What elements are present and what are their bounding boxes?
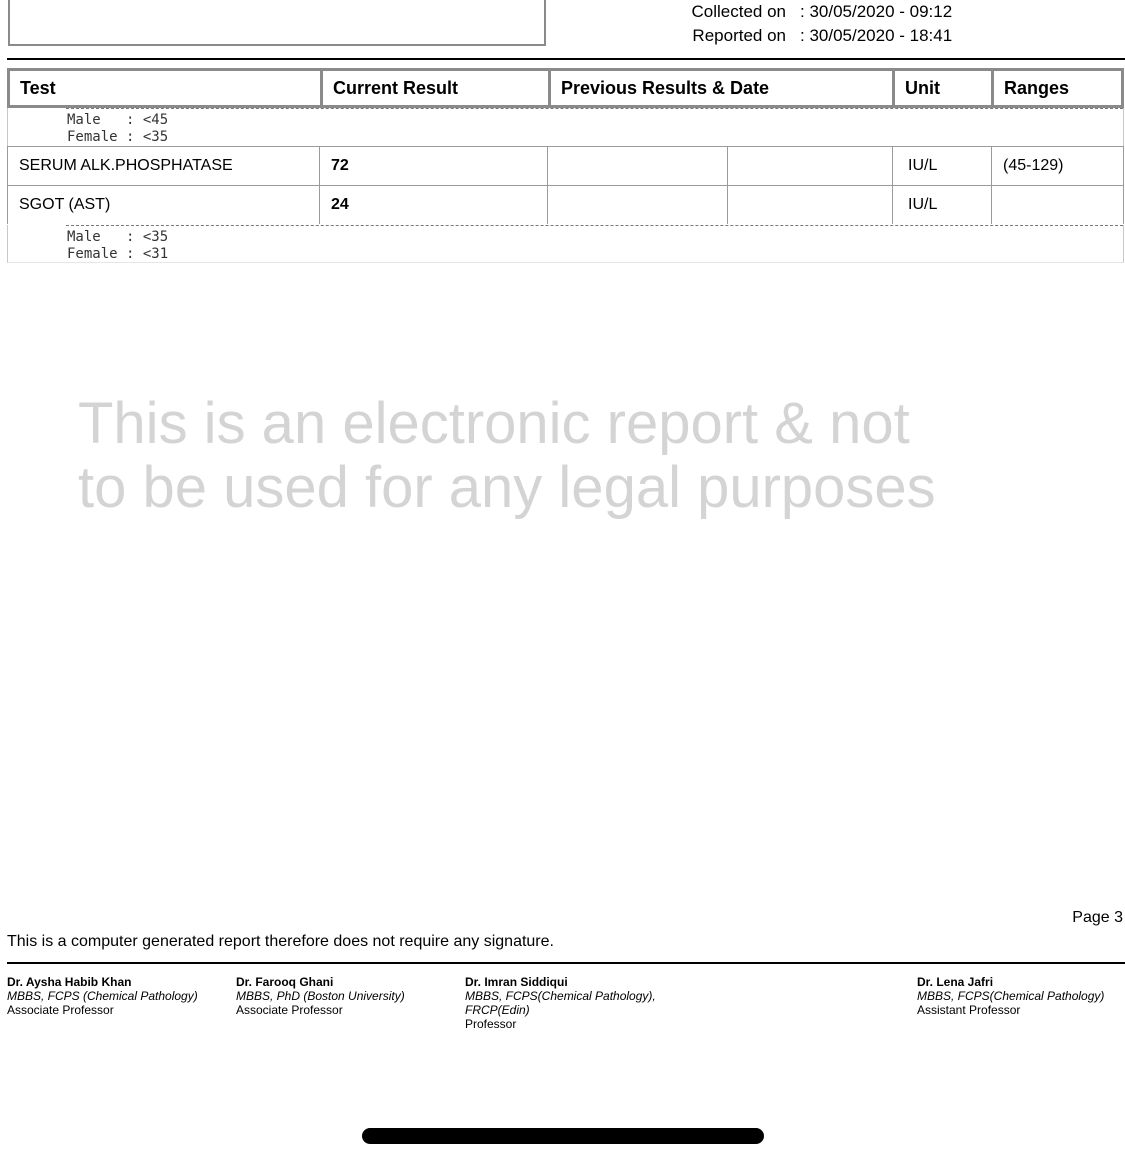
collected-value: : 30/05/2020 - 09:12	[800, 2, 953, 21]
range: (45-129)	[1003, 157, 1064, 174]
watermark-line-1: This is an electronic report & not	[78, 391, 910, 456]
header-previous-results: Previous Results & Date	[561, 78, 770, 98]
doctor-qualification-2: FRCP(Edin)	[465, 1003, 530, 1017]
current-result: 72	[331, 157, 349, 174]
table-header	[7, 68, 1124, 108]
doctor-name: Dr. Imran Siddiqui	[465, 975, 568, 989]
reported-on-row	[686, 25, 1125, 47]
reference-range-block	[7, 225, 1124, 263]
doctor-name: Dr. Aysha Habib Khan	[7, 975, 132, 989]
header-unit: Unit	[905, 78, 940, 98]
computer-generated-note: This is a computer generated report therefore does not require any signature.	[7, 933, 554, 950]
doctor-qualification: MBBS, FCPS (Chemical Pathology)	[7, 989, 198, 1003]
reference-female: Female : <35	[67, 129, 169, 145]
doctor-name: Dr. Farooq Ghani	[236, 975, 334, 989]
doctor-qualification: MBBS, FCPS(Chemical Pathology),	[465, 989, 656, 1003]
previous-result	[548, 147, 728, 185]
doctor-signature-block	[917, 975, 1104, 1017]
table-row	[7, 185, 1124, 224]
doctor-title: Assistant Professor	[917, 1003, 1021, 1017]
header-ranges: Ranges	[1004, 78, 1070, 98]
doctor-qualification: MBBS, FCPS(Chemical Pathology)	[917, 989, 1105, 1003]
doctor-title: Professor	[465, 1017, 517, 1031]
reference-female: Female : <31	[67, 246, 169, 262]
reported-value: : 30/05/2020 - 18:41	[800, 26, 953, 45]
footer-divider	[7, 962, 1125, 964]
header-test: Test	[20, 78, 56, 98]
test-name: SERUM ALK.PHOSPHATASE	[19, 157, 233, 174]
unit: IU/L	[908, 196, 938, 213]
reference-male: Male : <35	[67, 229, 169, 245]
doctor-title: Associate Professor	[236, 1003, 343, 1017]
doctor-signature-block	[7, 975, 198, 1017]
cell-divider	[892, 186, 893, 224]
collected-on-row	[686, 1, 1125, 23]
top-divider	[7, 58, 1125, 60]
test-name: SGOT (AST)	[19, 196, 111, 213]
dashed-divider	[66, 225, 1123, 226]
collected-label: Collected on	[691, 2, 786, 21]
cell-divider	[892, 147, 893, 185]
doctor-signature-block	[465, 975, 656, 1031]
unit: IU/L	[908, 157, 938, 174]
doctor-title: Associate Professor	[7, 1003, 114, 1017]
reference-male: Male : <45	[67, 112, 169, 128]
watermark	[78, 392, 978, 520]
current-result: 24	[331, 196, 349, 213]
previous-result	[728, 186, 892, 224]
reference-range-block	[7, 108, 1124, 146]
table-row	[7, 146, 1124, 185]
patient-info-box	[8, 0, 546, 46]
dashed-divider	[66, 108, 1123, 109]
doctor-signature-block	[236, 975, 405, 1017]
previous-result	[728, 147, 892, 185]
page-number: Page 3	[1072, 909, 1123, 926]
header-current-result: Current Result	[333, 78, 459, 98]
doctor-name: Dr. Lena Jafri	[917, 975, 994, 989]
home-indicator-bar[interactable]	[362, 1128, 764, 1144]
previous-result	[548, 186, 728, 224]
watermark-line-2: to be used for any legal purposes	[78, 455, 936, 520]
doctor-qualification: MBBS, PhD (Boston University)	[236, 989, 405, 1003]
reported-label: Reported on	[692, 26, 786, 45]
range	[992, 186, 1122, 224]
